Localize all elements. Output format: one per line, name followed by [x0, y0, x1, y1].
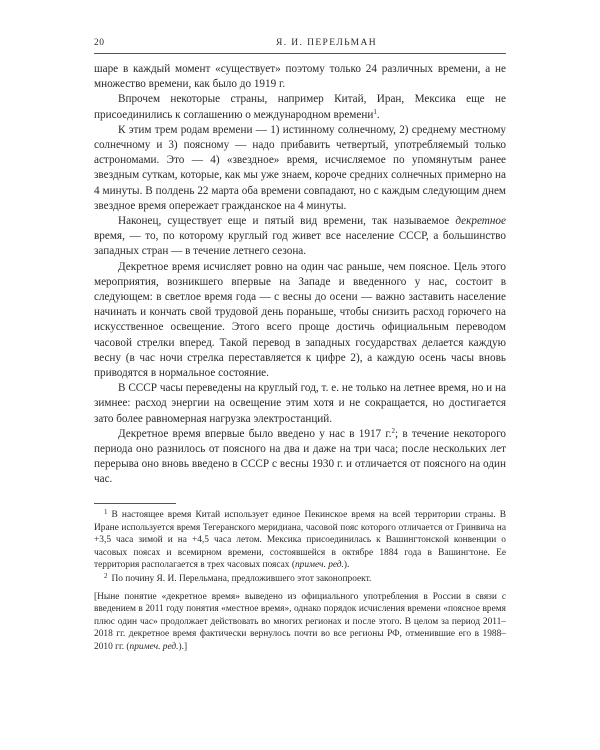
footnote-ref-1[interactable]: 1 [373, 107, 377, 116]
footnotes [94, 509, 506, 655]
paragraph-1 [94, 62, 506, 92]
paragraph-2-text: Впрочем некоторые страны, например Китай, Иран, Мексика еще не присоединились к соглашению о международном времени [94, 93, 506, 121]
paragraph-2-end: . [376, 108, 380, 121]
paragraph-5 [94, 260, 506, 382]
paragraph-7-text-a: Декретное время впервые было введено у нас в 1917 г. [118, 427, 392, 440]
paragraph-4-text-a: Наконец, существует еще и пятый вид времени, так называемое [118, 215, 456, 228]
editor-note-text-b: ).] [178, 641, 188, 652]
paragraph-7-text-b: ; в течение некоторого периода оно разнилось от поясного на два и даже на три часа; после нескольких лет перерыва оно вновь введено в СССР с весны 1930 г. и отличается от поясного на один час. [94, 427, 506, 486]
footnote-ref-2[interactable]: 2 [391, 426, 396, 435]
footnote-1-mark: 1 [104, 508, 108, 516]
paragraph-3 [94, 123, 506, 214]
footnote-1-text-b: ). [343, 560, 350, 571]
footnote-2-text: По почину Я. И. Перельмана, предложившего этот законопроект. [111, 573, 372, 584]
footnote-1-emphasis: примеч. ред. [294, 560, 344, 571]
editor-note [94, 591, 506, 654]
main-text [94, 62, 506, 488]
paragraph-3-text: К этим трем родам времени — 1) истинному солнечному, 2) среднему местному солнечному и 3) поясному — надо прибавить четвертый, употребляемый только астрономами. Это — 4) «звездное» время, исчисляемое по упомянутым ранее звездным суткам, которые, как мы уже знаем, короче средних солнечных примерно на 4 минуты. В полдень 22 марта оба времени совпадают, но с каждым следующим днем звездное время опережает гражданское на 4 минуты. [94, 123, 506, 212]
footnote-2-mark: 2 [104, 571, 108, 580]
paragraph-7 [94, 427, 506, 488]
paragraph-4 [94, 214, 506, 260]
paragraph-4-text-b: время, — то, по которому круглый год живет все население СССР, а большинство западных стран — в течение летнего сезона. [94, 230, 506, 258]
paragraph-4-emphasis: декретное [455, 215, 506, 228]
paragraph-6 [94, 381, 506, 427]
paragraph-5-text: Декретное время исчисляет ровно на один час раньше, чем поясное. Цель этого мероприятия, возникшего впервые на Западе и введенного у нас, состоит в следующем: в светлое время года — с весны до осени — важно заставить население начинать и кончать свой трудовой день пораньше, чтобы снизить расход горючего на искусственное освещение. Этого всего проще достичь официальным переводом часовой стрелки вперед. Такой перевод в западных государствах делается каждую весну (в час ночи стрелка переставляется к цифре 2), а каждую осень часы вновь приводятся в нормальное состояние. [94, 260, 506, 380]
footnote-rule [94, 503, 176, 504]
page-number: 20 [94, 38, 105, 48]
header-rule [94, 53, 506, 54]
paragraph-1-text: шаре в каждый момент «существует» поэтому только 24 различных времени, а не множество времени, как было до 1919 г. [94, 63, 506, 91]
footnote-1-text-a: В настоящее время Китай использует единое Пекинское время на всей территории страны. В Иране используется время Тегеранского меридиана, часовой пояс которого отличается от Гринвича на +3,5 часа зимой и на +4,5 часа летом. Мексика присоединилась к Вашингтонской конвенции о часовых поясах и всемирном времени, состоявшейся в октябре 1884 года в Вашингтоне. Ее территория располагается в трех часовых поясах ( [94, 510, 506, 571]
paragraph-2 [94, 92, 506, 122]
running-header [94, 36, 506, 52]
paragraph-6-text: В СССР часы переведены на круглый год, т. е. не только на летнее время, но и на зимнее: расход энергии на освещение этим хотя и не сокращается, но достигается зато более равномерная нагрузка электростанций. [94, 382, 506, 425]
running-header-author: Я. И. ПЕРЕЛЬМАН [276, 38, 378, 48]
footnote-2 [94, 573, 506, 586]
footnote-1 [94, 509, 506, 572]
editor-note-emphasis: примеч. ред. [129, 641, 179, 652]
editor-note-text-a: [Ныне понятие «декретное время» выведено из официального употребления в России в связи с введением в 2011 году понятия «местное время», однако порядок исчисления времени «поясное время плюс один час» продолжает действовать во многих регионах и после этого. В целом за период 2011–2018 гг. декретное время фактически вернулось почти во все регионы РФ, отменившие его в 1988–2010 гг. ( [94, 591, 506, 652]
